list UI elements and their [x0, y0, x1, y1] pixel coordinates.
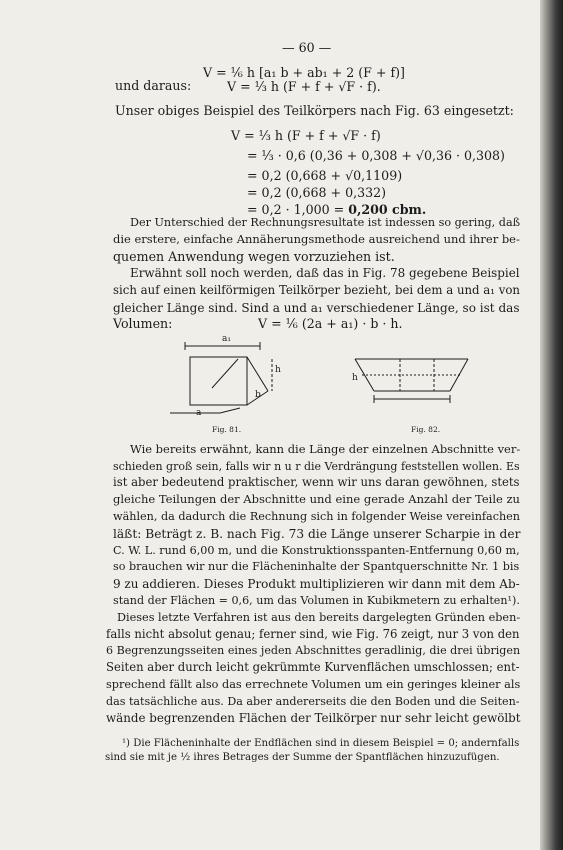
formula-5: = 0,2 (0,668 + √0,1109): [247, 168, 403, 183]
para4-line-6: das tatsächliche aus. Da aber andererseits die den Boden und die Seiten-: [106, 695, 520, 708]
para1-line-1: Der Unterschied der Rechnungsresultate ist indessen so gering, daß: [130, 216, 521, 229]
formula-7-prefix: = 0,2 · 1,000 =: [247, 202, 349, 217]
footnote-line-2: sind sie mit je ½ ihres Betrages der Summe der Spantflächen hinzuzufügen.: [105, 752, 500, 763]
para3-line-8: so brauchen wir nur die Flächeninhalte der Spantquerschnitte Nr. 1 bis: [113, 560, 520, 573]
formula-2-label: und daraus:: [115, 78, 192, 93]
para1-line-2: die erstere, einfache Annäherungsmethode ausreichend und ihrer be-: [113, 232, 520, 246]
formula-2: V = ⅓ h (F + f + √F · f).: [227, 79, 381, 94]
fig81-label-h: h: [275, 365, 281, 375]
para4-line-5: sprechend fällt also das errechnete Volumen um ein geringes kleiner als: [106, 678, 521, 691]
para3-line-10: stand der Flächen = 0,6, um das Volumen in Kubikmetern zu erhalten¹).: [113, 594, 520, 607]
para2-line-2: sich auf einen keilförmigen Teilkörper bezieht, bei dem a und a₁ von: [113, 283, 520, 297]
para2-line-1: Erwähnt soll noch werden, daß das in Fig. 78 gegebene Beispiel: [130, 266, 520, 280]
page-number: — 60 —: [282, 40, 332, 55]
fig81-label-a1: a₁: [222, 334, 231, 344]
book-spine: [540, 0, 563, 850]
formula-7: [247, 204, 426, 217]
para3-line-5: wählen, da dadurch die Rechnung sich in folgender Weise vereinfachen: [113, 510, 521, 523]
fig81-caption: Fig. 81.: [212, 425, 242, 434]
para3-line-2: schieden groß sein, falls wir n u r die Verdrängung feststellen wollen. Es: [113, 460, 520, 473]
formula-3: V = ⅓ h (F + f + √F · f): [231, 128, 381, 143]
para3-line-7: C. W. L. rund 6,00 m, und die Konstruktionsspanten-Entfernung 0,60 m,: [113, 544, 520, 557]
para2-line-3: gleicher Länge sind. Sind a und a₁ verschiedener Länge, so ist das: [113, 301, 520, 315]
para4-line-3: 6 Begrenzungsseiten eines jeden Abschnittes geradlinig, die drei übrigen: [106, 644, 521, 657]
footnote-line-1: ¹) Die Flächeninhalte der Endflächen sind in diesem Beispiel = 0; andernfalls: [122, 738, 520, 749]
para3-line-3: ist aber bedeutend praktischer, wenn wir uns daran gewöhnen, stets: [113, 475, 520, 489]
para2-line-4: Volumen:: [113, 316, 173, 331]
para4-line-4: Seiten aber durch leicht gekrümmte Kurvenflächen umschlossen; ent-: [106, 660, 520, 674]
formula-7-result: 0,200 cbm.: [348, 202, 427, 217]
formula-1: V = ⅙ h [a₁ b + ab₁ + 2 (F + f)]: [203, 65, 405, 80]
fig81-label-b: b: [255, 390, 261, 400]
fig82-caption: Fig. 82.: [411, 425, 441, 434]
para4-line-1: Dieses letzte Verfahren ist aus den bereits dargelegten Gründen eben-: [117, 611, 521, 624]
figure-81-wedge: [150, 333, 290, 423]
para3-line-9: 9 zu addieren. Dieses Produkt multiplizieren wir dann mit dem Ab-: [113, 577, 520, 591]
para3-line-1: Wie bereits erwähnt, kann die Länge der einzelnen Abschnitte ver-: [130, 442, 521, 456]
volume-formula: V = ⅙ (2a + a₁) · b · h.: [258, 316, 403, 331]
para3-line-6: läßt: Beträgt z. B. nach Fig. 73 die Länge unserer Scharpie in der: [113, 527, 521, 541]
intro-line: Unser obiges Beispiel des Teilkörpers nach Fig. 63 eingesetzt:: [115, 103, 514, 118]
para1-line-3: quemen Anwendung wegen vorzuziehen ist.: [113, 249, 395, 264]
fig81-label-a: a: [196, 408, 202, 418]
formula-4: = ⅓ · 0,6 (0,36 + 0,308 + √0,36 · 0,308): [247, 148, 505, 163]
para4-line-7: wände begrenzenden Flächen der Teilkörper nur sehr leicht gewölbt: [106, 711, 521, 725]
formula-6: = 0,2 (0,668 + 0,332): [247, 185, 387, 200]
fig82-label-h: h: [352, 373, 358, 383]
para4-line-2: falls nicht absolut genau; ferner sind, wie Fig. 76 zeigt, nur 3 von den: [106, 627, 520, 641]
figure-82-wedge: [350, 353, 480, 423]
para3-line-4: gleiche Teilungen der Abschnitte und eine gerade Anzahl der Teile zu: [113, 492, 520, 506]
